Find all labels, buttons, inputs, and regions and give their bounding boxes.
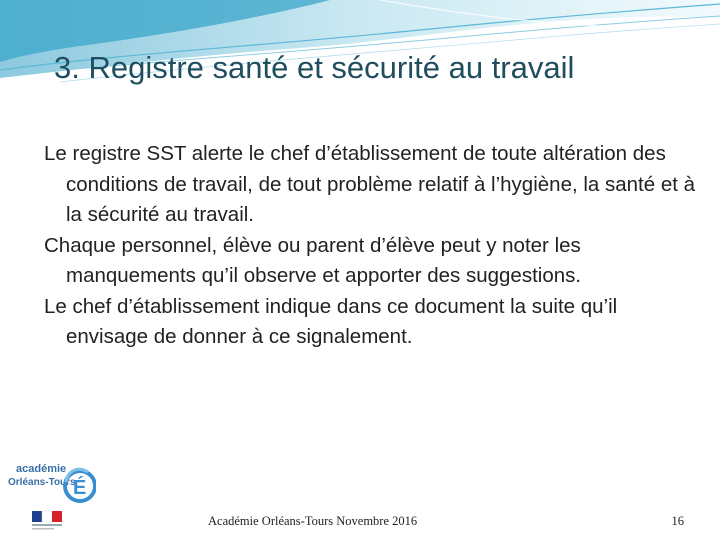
body-paragraph: Le chef d’établissement indique dans ce document la suite qu’il envisage de donner à ce signalement. (44, 294, 618, 348)
logo-letter: É (73, 477, 87, 499)
logo-line1: académie (16, 463, 67, 475)
slide-body (44, 139, 704, 353)
logo-line2: Orléans-Tours (8, 477, 76, 488)
body-paragraph: Chaque personnel, élève ou parent d’élève peut y noter les manquements qu’il observe et apporter des suggestions. (44, 233, 582, 287)
french-flag-icon (32, 511, 62, 530)
slide-title: 3. Registre santé et sécurité au travail (54, 50, 575, 85)
page-number: 16 (671, 514, 684, 528)
academie-logo (6, 458, 96, 534)
footer-text: Académie Orléans-Tours Novembre 2016 (208, 514, 418, 528)
body-paragraph: Le registre SST alerte le chef d’établissement de toute altération des conditions de travail, de tout problème relatif à l’hygiène, la santé et à la sécurité au travail. (44, 142, 696, 226)
